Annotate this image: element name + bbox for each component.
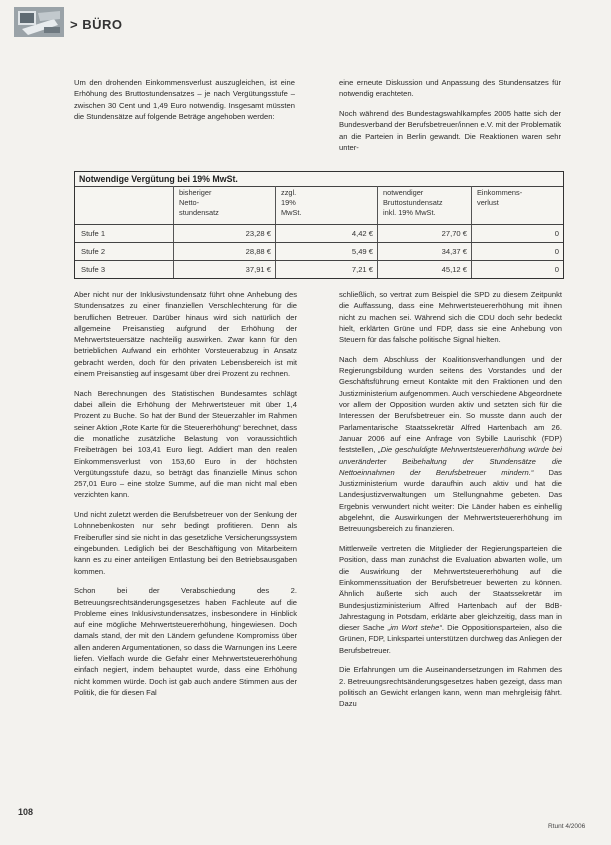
divider <box>173 186 174 278</box>
cell-loss: 0 <box>554 229 559 238</box>
header-line: Einkommens- <box>477 188 523 197</box>
table-title: Notwendige Vergütung bei 19% MwSt. <box>79 174 238 184</box>
paragraph: Die Erfahrungen um die Auseinandersetzungen im Rahmen des 2. Betreuungsrechtsänderungsgesetzes haben gezeigt, dass man politisch an Gewicht erlangen kann, wenn man mehrgleisig fährt. Dazu <box>339 665 562 709</box>
section-label: > BÜRO <box>70 17 123 32</box>
footer-source: Rtunt 4/2006 <box>548 823 586 830</box>
cell-net: 23,28 € <box>245 229 271 238</box>
row-label: Stufe 1 <box>81 229 106 238</box>
compensation-table <box>74 171 564 279</box>
divider <box>275 186 276 278</box>
cell-net: 28,88 € <box>245 247 271 256</box>
header-loss <box>477 188 522 208</box>
cell-loss: 0 <box>554 247 559 256</box>
cell-gross: 34,37 € <box>441 247 467 256</box>
header-gross <box>383 188 443 218</box>
header-line: MwSt. <box>281 208 302 217</box>
cell-vat: 7,21 € <box>351 265 373 274</box>
paragraph: eine erneute Diskussion und Anpassung des Stundensatzes für notwendig erachteten. <box>339 78 561 99</box>
paragraph: Nach Berechnungen des Statistischen Bundesamtes schlägt dabei allein die Erhöhung der Mehrwertsteuer mit über 1,4 Prozent zu Buche. So hat der Bund der Steuerzahler im Rahmen seiner Aktion „Rote Karte für die Steuererhöhung“ berechnet, dass die monatliche zusätzliche Belastung von voraussichtlich Freibeträgen bei 103,41 Euro liegt. Addiert man den realen Einkommensverlust von 153,60 Euro in der höchsten Vergütungsstufe dazu, so beträgt das finanzielle Minus schon 257,01 Euro – eine stolze Summe, auf die man nicht mal eben verzichten kann. <box>74 388 297 500</box>
header-line: 19% <box>281 198 296 207</box>
body-column-left <box>74 289 297 707</box>
text-run: Nach dem Abschluss der Koalitionsverhandlungen und der Regierungsbildung wurden seitens des Vorstandes und der Geschäftsführung erneut Kontakte mit den Fraktionen und den Justizministerium aufgenommen. Auch verschiedene Abgeordnete vor allem der Opposition wurden aktiv und setzten sich für die Interessen der Berufsbetreuer ein. So musste dann auch der Parlamentarische Staatssekretär Alfred Hartenbach am 26. Januar 2006 auf eine Anfrage von Sybille Laurischk (FDP) feststellen, <box>339 354 562 455</box>
cell-net: 37,91 € <box>245 265 271 274</box>
cell-vat: 4,42 € <box>351 229 373 238</box>
intro-column-left <box>74 77 295 131</box>
cell-gross: 27,70 € <box>441 229 467 238</box>
paragraph: Schon bei der Verabschiedung des 2. Betreuungsrechtsänderungsgesetzes haben Fachleute auf die Probleme eines Inklusivstundensatzes, insbesondere in Hinblick auf eine mögliche Mehrwertsteuererhöhung, hingewiesen. Doch damals stand, der mit den Ländern gefundene Kompromiss über allen anderen Argumentationen, so dass die Warnungen ins Leere liefen. Vielfach wurde die Gefahr einer Mehrwertsteuererhöhung einfach negiert, indem behauptet wurde, dass eine Erhöhung nicht kommen würde. Doch ist gab auch andere Stimmen aus der Politik, die für diesen Fal <box>74 586 297 697</box>
paragraph: Aber nicht nur der Inklusivstundensatz führt ohne Anhebung des Stundensatzes zu einer finanziellen Verschlechterung für die beruflichen Betreuer. Darüber hinaus wird sich natürlich der allgemeine Preisanstieg aufgrund der Erhöhung der Mehrwertsteuersätze nachteilig auswirken. Zwar kann für den betrieblichen Aufwand ein erhöhter Vorsteuerabzug in Ansatz gebracht werden, doch für den privaten Lebensbereich ist mit einem Preisanstieg auf insgesamt über drei Prozent zu rechnen. <box>74 290 297 379</box>
header-vat <box>281 188 302 218</box>
header-line: stundensatz <box>179 208 219 217</box>
paragraph <box>339 543 562 656</box>
text-run: Mittlerweile vertreten die Mitglieder der Regierungsparteien die Position, dass man zunächst die Evaluation abwarten wolle, um die Auswirkung der Mehrwertsteuererhöhung auf die Einkommenssituation der Berufsbetreuer bewerten zu können. Ähnlich äußerte sich auch der Staatssekretär im Bundesjustizministerium Alfred Hartenbach auf der BdB-Jahrestagung in Potsdam, erklärte aber gleichzeitig, dass man in dieser Sache <box>339 544 562 633</box>
divider <box>471 186 472 278</box>
header-line: Bruttostundensatz <box>383 198 443 207</box>
row-label: Stufe 3 <box>81 265 106 274</box>
paragraph: Noch während des Bundestagswahlkampfes 2005 hatte sich der Bundesverband der Berufsbetreuer/innen e.V. mit der Problematik an die Parteien in Berlin gewandt. Die Reaktionen waren sehr unter- <box>339 108 561 152</box>
paragraph: Um den drohenden Einkommensverlust auszugleichen, ist eine Erhöhung des Bruttostundensatzes – je nach Vergütungsstufe – zwischen 30 Cent und 1,49 Euro notwendig. Insgesamt müssten die Stundensätze auf folgende Beträge angehoben werden: <box>74 78 295 121</box>
cell-gross: 45,12 € <box>441 265 467 274</box>
text-run: . Die Oppositionsparteien, also die Grünen, FDP, Linkspartei unterstützen durchweg das Anliegen der Berufsbetreuer. <box>339 623 562 655</box>
header-line: Netto- <box>179 198 200 207</box>
divider <box>75 242 563 243</box>
paragraph: schließlich, so vertrat zum Beispiel die SPD zu diesem Zeitpunkt die Auffassung, dass eine Mehrwertsteuererhöhung mit ihnen nicht zu machen sei. Während sich die CDU doch sehr bedeckt hielt, erklärten Grüne und FDP, dass sie eine Anhebung von Steuern für das falsche politische Signal hielten. <box>339 290 562 345</box>
header-line: verlust <box>477 198 499 207</box>
header-line: zzgl. <box>281 188 297 197</box>
quote: „Die geschuldigte Mehrwertsteuererhöhung würde bei unveränderter Beibehaltung der Stundensätze die Nettoeinnahmen der Berufsbetreuer mindern.“ <box>339 445 562 477</box>
intro-column-right <box>339 77 561 162</box>
row-label: Stufe 2 <box>81 247 106 256</box>
header-line: bisheriger <box>179 188 212 197</box>
divider <box>377 186 378 278</box>
divider <box>75 224 563 225</box>
page-header <box>14 5 214 39</box>
header-net <box>179 188 219 218</box>
cell-vat: 5,49 € <box>351 247 373 256</box>
text-run: Das Justizministerium wurde daraufhin auch aktiv und hat die Landesjustizverwaltungen um Stellungnahme gebeten. Das Ergebnis verwundert nicht weiter: Die Länder haben es einhellig abgelehnt, die Auswirkungen der Mehrwertsteuererhöhung im Betreuungsbereich zu finanzieren. <box>339 467 562 534</box>
header-line: notwendiger <box>383 188 424 197</box>
office-logo-icon <box>14 7 64 37</box>
page-number: 108 <box>18 807 34 817</box>
header-line: inkl. 19% MwSt. <box>383 208 436 217</box>
body-column-right <box>339 289 562 718</box>
quote: „im Wort stehe“ <box>387 623 442 633</box>
divider <box>75 260 563 261</box>
divider <box>75 186 563 187</box>
cell-loss: 0 <box>554 265 559 274</box>
paragraph: Und nicht zuletzt werden die Berufsbetreuer von der Senkung der Lohnnebenkosten nur sehr bedingt profitieren. Denn als Freiberufler sind sie nicht in das gesetzliche Versicherungssystem eingebunden. Lediglich bei der Beschäftigung von Mitarbeitern kann es zu einer anteiligen Entlastung bei den Betriebsausgaben kommen. <box>74 510 297 576</box>
paragraph <box>339 354 562 535</box>
